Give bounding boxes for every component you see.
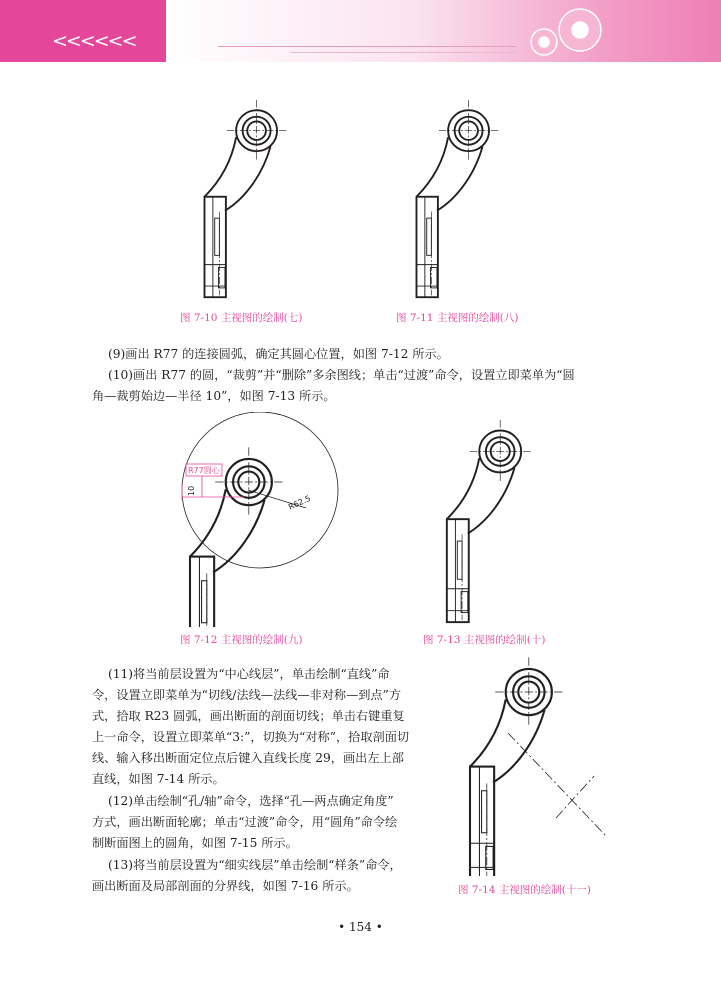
paragraph-12-line: (12)单击绘制“孔/轴”命令，选择“孔—两点确定角度” xyxy=(108,794,394,808)
paragraph-11-line: 上一命令，设置立即菜单“3:”，切换为“对称”，拾取剖面切 xyxy=(92,730,410,744)
paragraph-9: (9)画出 R77 的连接圆弧，确定其圆心位置，如图 7-12 所示。 xyxy=(108,347,449,361)
paragraph-10-line-2: 角—裁剪始边—半径 10”，如图 7-13 所示。 xyxy=(92,389,336,403)
figure-7-14-drawing xyxy=(466,648,626,876)
nav-arrows-icon: <<<<<< xyxy=(52,30,136,52)
r62-5-label: R62.5 xyxy=(287,493,313,512)
paragraph-11-line: 令，设置立即菜单为“切线/法线—法线—非对称—到点”方 xyxy=(92,688,402,702)
gear-icon xyxy=(522,4,612,58)
dim-10-label: 10 xyxy=(187,485,196,496)
paragraph-11-line: 线、输入移出断面定位点后键入直线长度 29，画出左上部 xyxy=(92,751,404,765)
paragraph-13-line: (13)将当前层设置为“细实线层”单击绘制“样条”命令， xyxy=(108,858,402,872)
paragraph-11-line: 直线，如图 7-14 所示。 xyxy=(92,772,225,786)
header-rule xyxy=(218,46,516,47)
paragraph-11-line: (11)将当前层设置为“中心线层”，单击绘制“直线”命 xyxy=(108,667,390,681)
paragraph-11-line: 式，拾取 R23 圆弧，画出断面的剖面切线；单击右键重复 xyxy=(92,709,405,723)
figure-7-10-caption: 图 7-10 主视图的绘制(七) xyxy=(180,312,303,324)
figure-7-14-caption: 图 7-14 主视图的绘制(十一) xyxy=(458,884,591,896)
figure-7-13-drawing xyxy=(432,420,557,625)
paragraph-12-line: 制断面图上的圆角，如图 7-15 所示。 xyxy=(92,836,298,850)
figure-7-11-caption: 图 7-11 主视图的绘制(八) xyxy=(396,312,519,324)
figure-7-10-drawing xyxy=(196,100,306,300)
paragraph-10-line-1: (10)画出 R77 的圆，“裁剪”并“删除”多余图线；单击“过渡”命令，设置立即菜单为“圆 xyxy=(108,368,575,382)
section-cut-line xyxy=(508,733,606,836)
figure-7-12-caption: 图 7-12 主视图的绘制(九) xyxy=(180,634,303,646)
r77-circle xyxy=(182,412,338,568)
header-rule-secondary xyxy=(290,52,516,53)
figure-7-11-drawing xyxy=(408,100,518,300)
r77-center-label: R77圆心 xyxy=(188,466,220,475)
page-number: • 154 • xyxy=(338,920,383,934)
section-symmetric-line xyxy=(556,776,594,818)
paragraph-13-line: 画出断面及局部剖面的分界线，如图 7-16 所示。 xyxy=(92,879,359,893)
figure-7-13-caption: 图 7-13 主视图的绘制(十) xyxy=(423,634,546,646)
header-accent-block xyxy=(0,0,166,62)
paragraph-12-line: 方式，画出断面轮廓；单击“过渡”命令，用“圆角”命令绘 xyxy=(92,815,398,829)
figure-7-12-drawing xyxy=(172,412,352,627)
